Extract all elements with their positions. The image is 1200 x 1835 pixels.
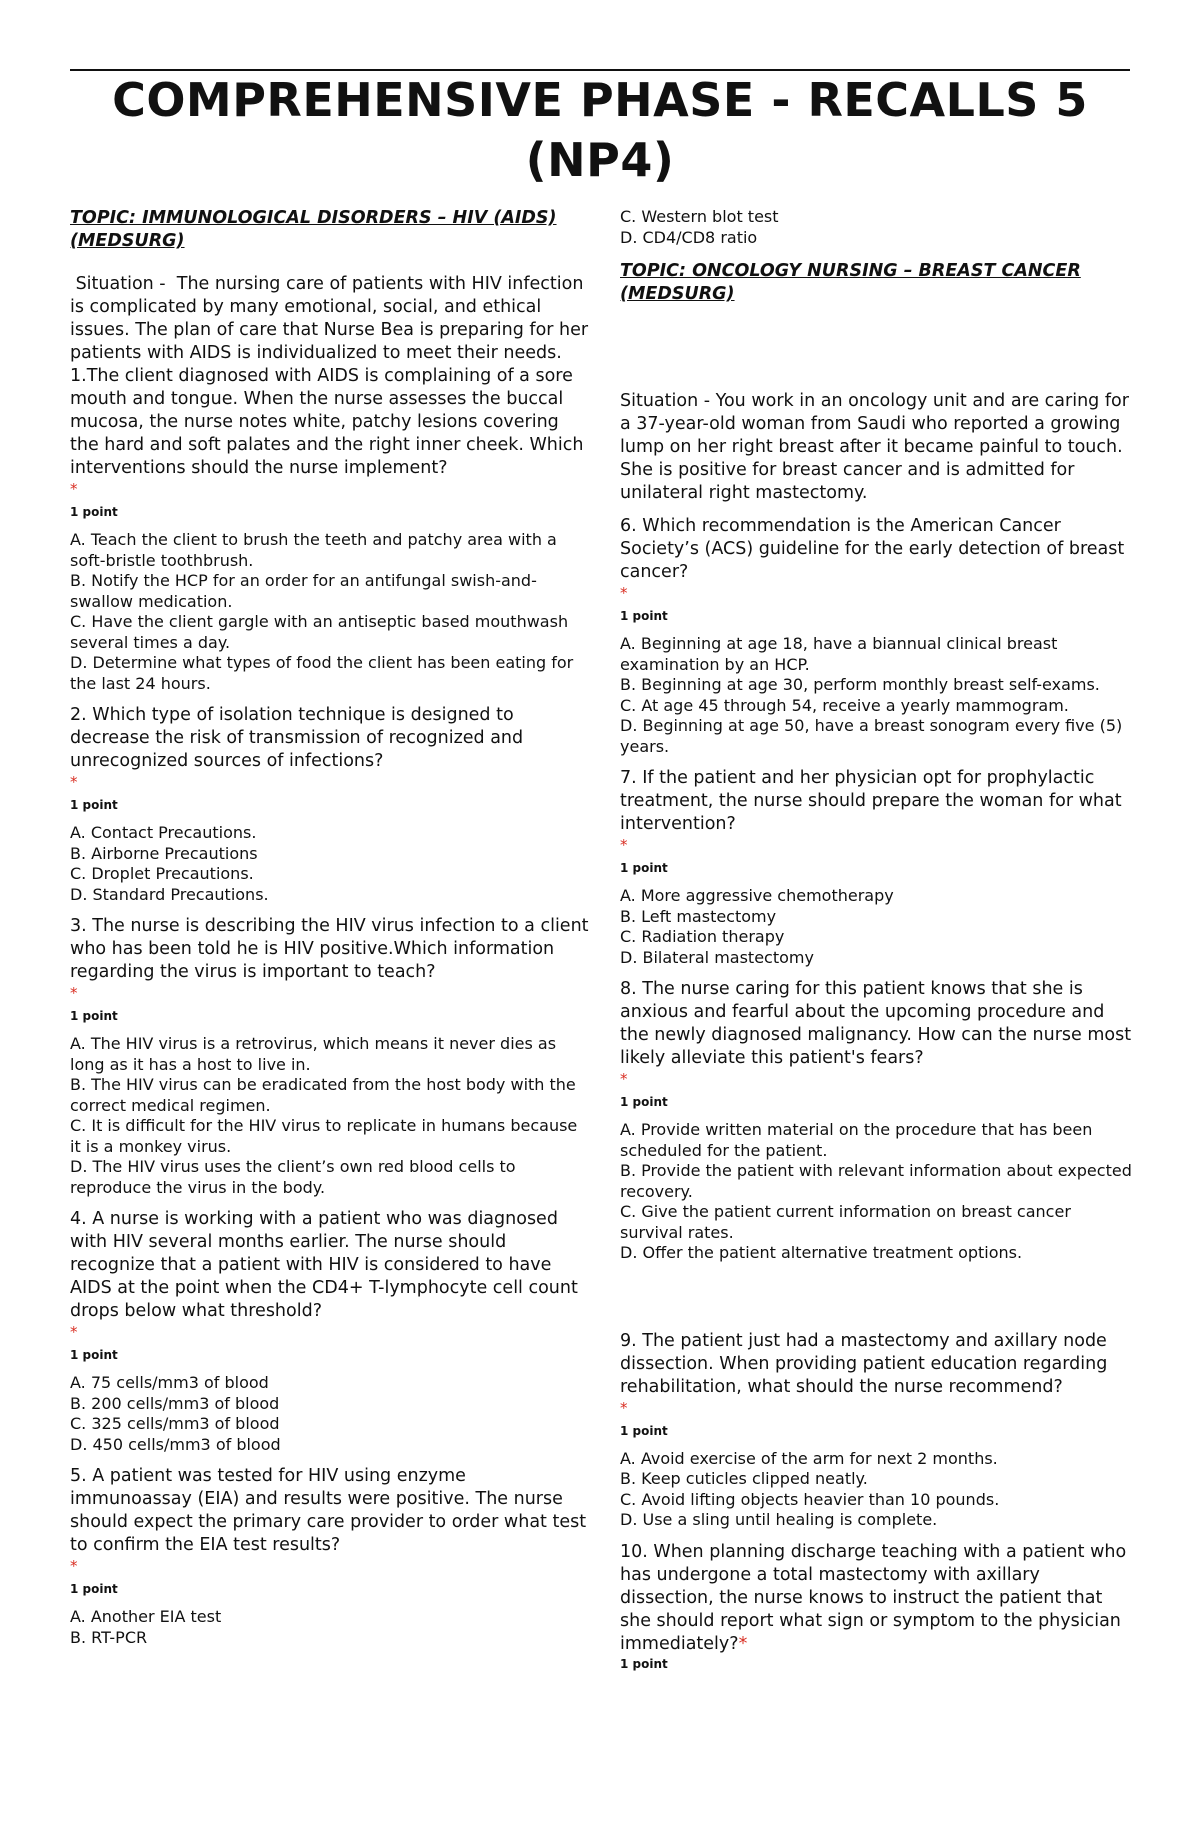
option-c[interactable]: C. Have the client gargle with an antiseptic based mouthwash several times a day. <box>70 612 569 652</box>
option-b[interactable]: B. The HIV virus can be eradicated from the host body with the correct medical regimen. <box>70 1075 576 1115</box>
question-5 <box>70 1465 590 1648</box>
option-b[interactable]: B. Beginning at age 30, perform monthly breast self-exams. <box>620 675 1100 694</box>
required-marker: * <box>620 584 628 602</box>
option-a[interactable]: A. The HIV virus is a retrovirus, which means it never dies as long as it has a host to live in. <box>70 1034 557 1074</box>
option-b[interactable]: B. Notify the HCP for an order for an antifungal swish-and-swallow medication. <box>70 571 537 611</box>
required-marker: * <box>620 1070 628 1088</box>
question-text: 1.The client diagnosed with AIDS is complaining of a sore mouth and tongue. When the nurse assesses the buccal mucosa, the nurse notes white, patchy lesions covering the hard and soft palates and the right inner cheek. Which interventions should the nurse implement? <box>70 366 584 478</box>
option-b[interactable]: B. RT-PCR <box>70 1627 148 1647</box>
required-marker: * <box>70 480 78 498</box>
option-d[interactable]: D. Offer the patient alternative treatment options. <box>620 1243 1023 1262</box>
required-marker: * <box>70 1323 78 1341</box>
option-a[interactable]: A. Avoid exercise of the arm for next 2 months. <box>620 1448 998 1468</box>
option-b[interactable]: B. Left mastectomy <box>620 906 777 926</box>
point-label: 1 point <box>620 1095 668 1109</box>
point-label: 1 point <box>620 609 668 623</box>
point-label: 1 point <box>620 1656 668 1671</box>
option-c[interactable]: C. Radiation therapy <box>620 927 785 946</box>
question-3 <box>70 915 590 1198</box>
option-d[interactable]: D. Bilateral mastectomy <box>620 947 814 967</box>
option-c[interactable]: C. Western blot test <box>620 207 779 226</box>
question-text: 7. If the patient and her physician opt for prophylactic treatment, the nurse should prepare the woman for what intervention? <box>620 768 1122 834</box>
option-d[interactable]: D. CD4/CD8 ratio <box>620 227 758 247</box>
right-column <box>620 207 1135 1682</box>
point-label: 1 point <box>70 1582 118 1596</box>
required-marker: * <box>620 836 628 854</box>
title-line-2: (NP4) <box>525 133 675 187</box>
option-d[interactable]: D. Determine what types of food the client has been eating for the last 24 hours. <box>70 653 574 693</box>
question-text: 5. A patient was tested for HIV using enzyme immunoassay (EIA) and results were positive. The nurse should expect the primary care provider to order what test to confirm the EIA test results? <box>70 1466 587 1555</box>
question-text: 2. Which type of isolation technique is designed to decrease the risk of transmission of recognized and unrecognized sources of infections? <box>70 705 524 771</box>
option-c[interactable]: C. It is difficult for the HIV virus to replicate in humans because it is a monkey virus. <box>70 1116 578 1156</box>
title-line-1: COMPREHENSIVE PHASE - RECALLS 5 <box>112 73 1088 127</box>
question-8 <box>620 978 1135 1264</box>
point-label: 1 point <box>620 861 668 875</box>
question-2 <box>70 704 590 905</box>
page-title <box>70 70 1130 190</box>
topic-hiv-heading: TOPIC: IMMUNOLOGICAL DISORDERS – HIV (AIDS) (MEDSURG) <box>70 208 557 251</box>
option-a[interactable]: A. Beginning at age 18, have a biannual clinical breast examination by an HCP. <box>620 634 1058 674</box>
point-label: 1 point <box>70 505 118 519</box>
option-c[interactable]: C. Give the patient current information on breast cancer survival rates. <box>620 1202 1071 1242</box>
option-d[interactable]: D. Standard Precautions. <box>70 884 269 904</box>
required-marker: * <box>738 1633 748 1654</box>
point-label: 1 point <box>70 1348 118 1362</box>
question-text: 6. Which recommendation is the American Cancer Society’s (ACS) guideline for the early detection of breast cancer? <box>620 516 1125 582</box>
point-label: 1 point <box>70 798 118 812</box>
topic-breast-cancer-heading: TOPIC: ONCOLOGY NURSING – BREAST CANCER (MEDSURG) <box>620 261 1081 304</box>
question-text: 3. The nurse is describing the HIV virus infection to a client who has been told he is HIV positive.Which information regarding the virus is important to teach? <box>70 916 589 982</box>
option-a[interactable]: A. Contact Precautions. <box>70 823 257 842</box>
question-text <box>620 1541 1135 1656</box>
required-marker: * <box>620 1398 628 1417</box>
option-b[interactable]: B. Provide the patient with relevant information about expected recovery. <box>620 1161 1132 1201</box>
situation-hiv: Situation - The nursing care of patients with HIV infection is complicated by many emotional, social, and ethical issues. The plan of care that Nurse Bea is preparing for her patients with AIDS is individualized to meet their needs. <box>70 274 594 363</box>
option-c[interactable]: C. At age 45 through 54, receive a yearly mammogram. <box>620 695 1069 715</box>
question-4 <box>70 1208 590 1455</box>
option-b[interactable]: B. Keep cuticles clipped neatly. <box>620 1469 868 1488</box>
option-a[interactable]: A. Another EIA test <box>70 1607 222 1626</box>
option-a[interactable]: A. Teach the client to brush the teeth and patchy area with a soft-bristle toothbrush. <box>70 530 557 570</box>
required-marker: * <box>70 773 78 791</box>
required-marker: * <box>70 984 78 1002</box>
question-1 <box>70 365 590 694</box>
question-text: 4. A nurse is working with a patient who was diagnosed with HIV several months earlier. The nurse should recognize that a patient with HIV is considered to have AIDS at the point when the CD4+ T-lymphocyte cell count drops below what threshold? <box>70 1209 578 1321</box>
option-a[interactable]: A. 75 cells/mm3 of blood <box>70 1373 269 1392</box>
option-c[interactable]: C. 325 cells/mm3 of blood <box>70 1414 280 1433</box>
question-10-text: 10. When planning discharge teaching with a patient who has undergone a total mastectomy with axillary dissection, the nurse knows to instruct the patient that she should report what sign or symptom to the physician immediately? <box>620 1541 1127 1654</box>
situation-breast-cancer: Situation - You work in an oncology unit and are caring for a 37-year-old woman from Saudi who reported a growing lump on her right breast after it became painful to touch. She is positive for breast cancer and is admitted for unilateral right mastectomy. <box>620 391 1129 503</box>
option-d[interactable]: D. The HIV virus uses the client’s own red blood cells to reproduce the virus in the body. <box>70 1157 516 1197</box>
required-marker: * <box>70 1557 78 1575</box>
left-column <box>70 207 594 1658</box>
question-10 <box>620 1541 1135 1672</box>
question-text: 9. The patient just had a mastectomy and axillary node dissection. When providing patient education regarding rehabilitation, what should the nurse recommend? <box>620 1330 1108 1397</box>
option-a[interactable]: A. Provide written material on the procedure that has been scheduled for the patient. <box>620 1120 1093 1160</box>
question-9 <box>620 1330 1135 1531</box>
question-text: 8. The nurse caring for this patient knows that she is anxious and fearful about the upcoming procedure and the newly diagnosed malignancy. How can the nurse most likely alleviate this patient's fears? <box>620 979 1132 1068</box>
option-c[interactable]: C. Droplet Precautions. <box>70 864 254 883</box>
option-c[interactable]: C. Avoid lifting objects heavier than 10 pounds. <box>620 1489 1000 1509</box>
option-a[interactable]: A. More aggressive chemotherapy <box>620 886 894 905</box>
point-label: 1 point <box>70 1009 118 1023</box>
question-6 <box>620 515 1135 757</box>
point-label: 1 point <box>620 1423 668 1438</box>
option-d[interactable]: D. Use a sling until healing is complete. <box>620 1510 938 1529</box>
option-b[interactable]: B. 200 cells/mm3 of blood <box>70 1393 280 1413</box>
option-d[interactable]: D. 450 cells/mm3 of blood <box>70 1434 281 1454</box>
option-d[interactable]: D. Beginning at age 50, have a breast sonogram every five (5) years. <box>620 716 1123 756</box>
option-b[interactable]: B. Airborne Precautions <box>70 843 258 863</box>
question-7 <box>620 767 1135 968</box>
